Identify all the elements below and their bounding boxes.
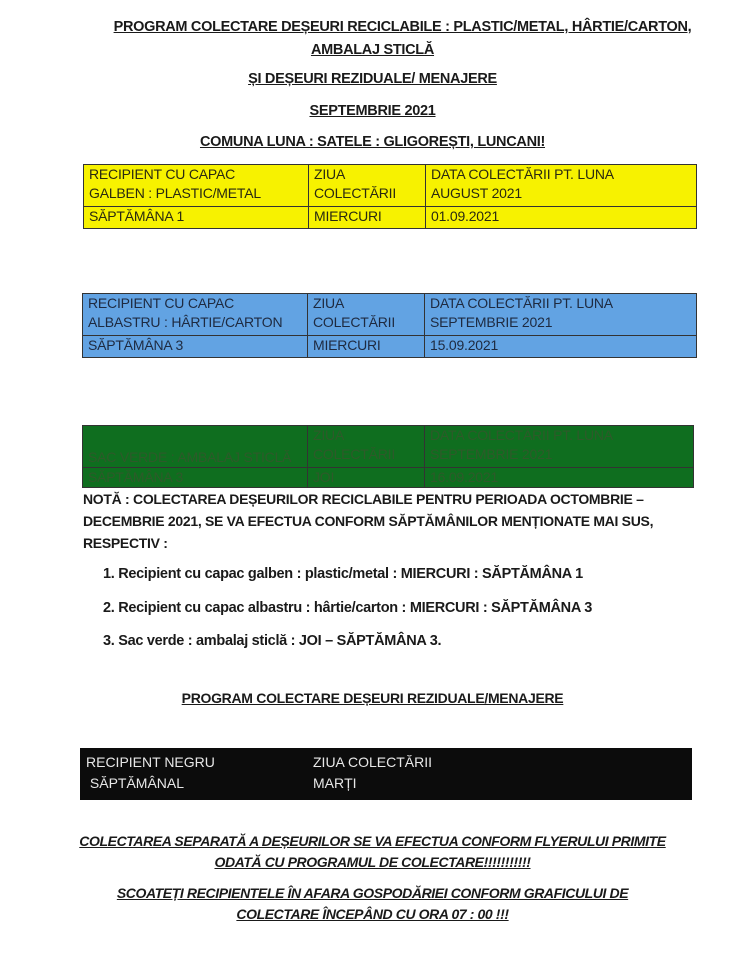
title-month: SEPTEMBRIE 2021 bbox=[309, 103, 436, 119]
day-header-cell: ZIUA COLECTĂRII bbox=[309, 165, 426, 207]
black-bin-schedule-table bbox=[80, 748, 692, 800]
container-cell: RECIPIENT NEGRU SĂPTĂMÂNAL bbox=[86, 754, 215, 791]
title-line-3: ȘI DEȘEURI REZIDUALE/ MENAJERE bbox=[248, 71, 497, 87]
week-cell: SĂPTĂMÂNA 3 bbox=[83, 468, 308, 488]
note-line-3: RESPECTIV : bbox=[83, 535, 168, 551]
footer-line-1: COLECTAREA SEPARATĂ A DEȘEURILOR SE VA EFECTUA CONFORM FLYERULUI PRIMITE bbox=[79, 833, 666, 849]
note-line-1: NOTĂ : COLECTAREA DEȘEURILOR RECICLABILE PENTRU PERIOADA OCTOMBRIE – bbox=[83, 491, 644, 507]
blue-bin-schedule-table bbox=[82, 293, 697, 358]
container-cell: RECIPIENT CU CAPAC GALBEN : PLASTIC/METAL bbox=[84, 165, 309, 207]
date-cell: 16.09.2021 bbox=[425, 468, 694, 488]
day-header-cell: ZIUA COLECTĂRII bbox=[308, 294, 425, 336]
date-header-cell: DATA COLECTĂRII PT. LUNA AUGUST 2021 bbox=[426, 165, 697, 207]
note-paragraph bbox=[83, 488, 713, 554]
date-header-cell: DATA COLECTĂRII PT. LUNA SEPTEMBRIE 2021 bbox=[425, 426, 694, 468]
title-location: COMUNA LUNA : SATELE : GLIGOREȘTI, LUNCANI! bbox=[199, 134, 545, 150]
list-item: 3. Sac verde : ambalaj sticlă : JOI – SĂPTĂMÂNA 3. bbox=[103, 633, 442, 649]
day-cell: MIERCURI bbox=[308, 336, 425, 358]
week-cell: SĂPTĂMÂNA 3 bbox=[83, 336, 308, 358]
title-line-1: PROGRAM COLECTARE DEȘEURI RECICLABILE : PLASTIC/METAL, HÂRTIE/CARTON, bbox=[113, 19, 692, 35]
date-cell: 01.09.2021 bbox=[426, 207, 697, 229]
green-bag-schedule-table bbox=[82, 425, 694, 488]
week-cell: SĂPTĂMÂNA 1 bbox=[84, 207, 309, 229]
date-header-cell: DATA COLECTĂRII PT. LUNA SEPTEMBRIE 2021 bbox=[425, 294, 697, 336]
yellow-bin-schedule-table bbox=[83, 164, 697, 229]
list-item: 1. Recipient cu capac galben : plastic/metal : MIERCURI : SĂPTĂMÂNA 1 bbox=[103, 566, 583, 582]
footer-line-4: COLECTARE ÎNCEPÂND CU ORA 07 : 00 !!! bbox=[236, 906, 509, 922]
date-cell: 15.09.2021 bbox=[425, 336, 697, 358]
day-cell: JOI bbox=[308, 468, 425, 488]
footer-line-3: SCOATEȚI RECIPIENTELE ÎN AFARA GOSPODĂRIEI CONFORM GRAFICULUI DE bbox=[116, 885, 629, 901]
container-cell: RECIPIENT CU CAPAC ALBASTRU : HÂRTIE/CARTON bbox=[83, 294, 308, 336]
note-line-2: DECEMBRIE 2021, SE VA EFECTUA CONFORM SĂPTĂMÂNILOR MENȚIONATE MAI SUS, bbox=[83, 513, 654, 529]
day-cell: ZIUA COLECTĂRII MARȚI bbox=[313, 754, 433, 791]
day-cell: MIERCURI bbox=[309, 207, 426, 229]
container-cell: SAC VERDE : AMBALAJ STICLĂ bbox=[83, 426, 308, 468]
residual-section-title: PROGRAM COLECTARE DEȘEURI REZIDUALE/MENAJERE bbox=[181, 690, 564, 706]
day-header-cell: ZIUA COLECTĂRII bbox=[308, 426, 425, 468]
title-line-2: AMBALAJ STICLĂ bbox=[310, 42, 435, 58]
footer-line-2: ODATĂ CU PROGRAMUL DE COLECTARE!!!!!!!!!!! bbox=[214, 854, 531, 870]
list-item: 2. Recipient cu capac albastru : hârtie/carton : MIERCURI : SĂPTĂMÂNA 3 bbox=[103, 600, 592, 616]
